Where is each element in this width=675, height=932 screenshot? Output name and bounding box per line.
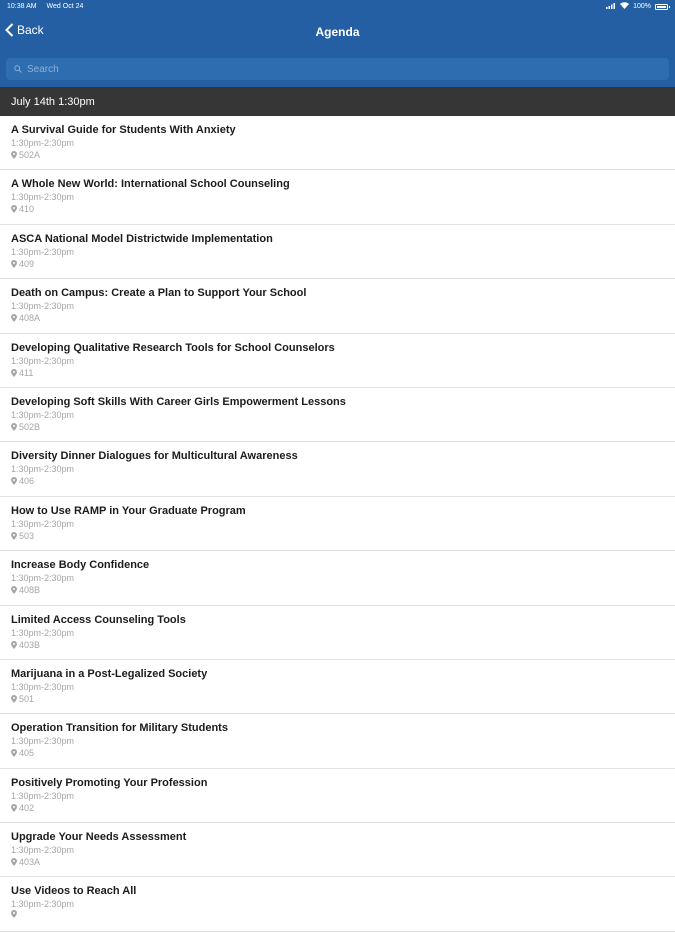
session-time: 1:30pm-2:30pm [11, 138, 75, 148]
session-list [0, 116, 675, 932]
session-title: How to Use RAMP in Your Graduate Program [11, 504, 246, 517]
session-room: 406 [19, 476, 35, 487]
location-pin-icon [11, 423, 17, 431]
session-title: Upgrade Your Needs Assessment [11, 831, 187, 844]
list-item[interactable] [0, 714, 675, 768]
session-title: Limited Access Counseling Tools [11, 613, 186, 626]
session-room: 411 [19, 367, 34, 378]
session-room: 403A [19, 857, 41, 868]
session-location [11, 312, 675, 324]
session-time: 1:30pm-2:30pm [11, 464, 75, 475]
session-title: Use Videos to Reach All [11, 885, 137, 898]
session-title: Diversity Dinner Dialogues for Multicultural Awareness [11, 450, 298, 463]
wifi-icon [620, 2, 629, 11]
back-button[interactable] [5, 23, 44, 37]
session-title: Increase Body Confidence [11, 559, 150, 572]
page-title: Agenda [315, 25, 360, 39]
session-location [11, 693, 675, 705]
session-room: 410 [19, 204, 35, 215]
location-pin-icon [11, 314, 17, 322]
list-item[interactable] [0, 442, 675, 496]
search-placeholder: Search [27, 63, 59, 75]
location-pin-icon [11, 641, 17, 649]
list-item[interactable] [0, 225, 675, 279]
location-pin-icon [11, 477, 17, 485]
session-location [11, 639, 675, 651]
session-title: A Survival Guide for Students With Anxiety [11, 124, 236, 136]
session-location [11, 910, 675, 918]
session-title: Operation Transition for Military Students [11, 722, 228, 735]
session-room: 502A [19, 150, 41, 160]
location-pin-icon [11, 532, 17, 540]
session-location [11, 475, 675, 487]
session-time: 1:30pm-2:30pm [11, 355, 75, 366]
session-time: 1:30pm-2:30pm [11, 409, 75, 420]
session-time: 1:30pm-2:30pm [11, 192, 75, 203]
session-time: 1:30pm-2:30pm [11, 845, 75, 856]
status-left [7, 3, 91, 10]
location-pin-icon [11, 804, 17, 812]
session-room: 409 [19, 258, 35, 269]
location-pin-icon [11, 858, 17, 866]
session-location [11, 149, 675, 161]
session-time: 1:30pm-2:30pm [11, 790, 75, 801]
list-item[interactable] [0, 170, 675, 224]
list-item[interactable] [0, 497, 675, 551]
list-item[interactable] [0, 551, 675, 605]
session-title: Marijuana in a Post-Legalized Society [11, 667, 208, 680]
session-room: 402 [19, 802, 35, 813]
session-room: 502B [19, 421, 41, 432]
list-item[interactable] [0, 660, 675, 714]
location-pin-icon [11, 586, 17, 594]
battery-icon [655, 4, 668, 10]
search-input[interactable] [6, 58, 669, 80]
chevron-left-icon [5, 23, 14, 37]
back-label: Back [17, 23, 44, 37]
session-location [11, 421, 675, 433]
session-title: ASCA National Model Districtwide Implementation [11, 232, 273, 245]
session-time: 1:30pm-2:30pm [11, 736, 75, 747]
session-room: 405 [19, 748, 35, 759]
session-location [11, 747, 675, 759]
session-time: 1:30pm-2:30pm [11, 681, 75, 692]
location-pin-icon [11, 151, 17, 159]
session-location [11, 367, 675, 379]
status-right [606, 2, 668, 11]
list-item[interactable] [0, 279, 675, 333]
list-item[interactable] [0, 606, 675, 660]
list-item[interactable] [0, 877, 675, 931]
list-item[interactable] [0, 823, 675, 877]
list-item[interactable] [0, 334, 675, 388]
status-time: 10:38 AM [7, 3, 37, 10]
session-title: A Whole New World: International School Counseling [11, 178, 290, 191]
location-pin-icon [11, 695, 17, 703]
session-time: 1:30pm-2:30pm [11, 899, 75, 910]
session-time: 1:30pm-2:30pm [11, 627, 75, 638]
session-time: 1:30pm-2:30pm [11, 573, 75, 584]
session-room: 403B [19, 639, 41, 650]
search-icon [14, 65, 22, 73]
session-location [11, 802, 675, 814]
location-pin-icon [11, 260, 17, 268]
session-location [11, 530, 675, 542]
session-location [11, 203, 675, 215]
signal-icon [606, 3, 616, 11]
list-item[interactable] [0, 116, 675, 170]
session-title: Developing Soft Skills With Career Girls Empowerment Lessons [11, 395, 346, 408]
list-item[interactable] [0, 769, 675, 823]
location-pin-icon [11, 910, 17, 918]
session-title: Death on Campus: Create a Plan to Support Your School [11, 287, 307, 300]
status-date: Wed Oct 24 [46, 3, 84, 10]
session-time: 1:30pm-2:30pm [11, 301, 75, 312]
session-time: 1:30pm-2:30pm [11, 246, 75, 257]
session-room: 503 [19, 530, 35, 541]
battery-percent: 100% [633, 3, 651, 10]
session-title: Positively Promoting Your Profession [11, 776, 208, 789]
location-pin-icon [11, 749, 17, 757]
search-bar [0, 51, 675, 87]
session-room: 501 [19, 693, 35, 704]
session-title: Developing Qualitative Research Tools for School Counselors [11, 341, 335, 354]
location-pin-icon [11, 205, 17, 213]
session-location [11, 856, 675, 868]
location-pin-icon [11, 369, 17, 377]
session-location [11, 584, 675, 596]
status-bar [0, 0, 675, 13]
session-location [11, 258, 675, 270]
session-room: 408A [19, 313, 41, 324]
session-time: 1:30pm-2:30pm [11, 518, 75, 529]
section-header: July 14th 1:30pm [0, 87, 675, 116]
list-item[interactable] [0, 388, 675, 442]
session-room: 408B [19, 585, 41, 596]
nav-bar [0, 13, 675, 51]
